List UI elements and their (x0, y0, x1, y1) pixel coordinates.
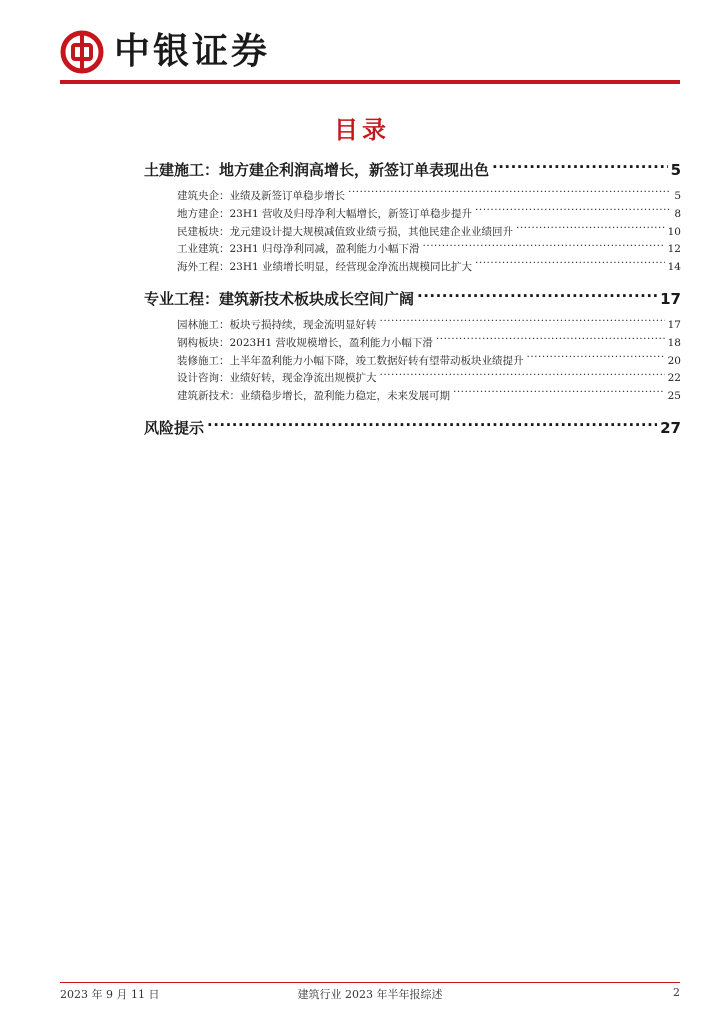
toc-page-number: 18 (667, 336, 681, 349)
table-of-contents (144, 158, 681, 440)
toc-entry[interactable] (144, 370, 681, 388)
toc-entry[interactable] (144, 188, 681, 206)
toc-page-number: 5 (674, 190, 681, 202)
footer-page-number: 2 (673, 986, 680, 999)
toc-entry-title: 建筑央企：业绩及新签订单稳步增长 (177, 190, 345, 202)
dot-leader (436, 335, 665, 346)
toc-entry[interactable] (144, 259, 681, 277)
toc-page-number: 25 (667, 390, 681, 403)
toc-entry[interactable] (144, 317, 681, 335)
toc-entry-title: 海外工程：23H1 业绩增长明显，经营现金净流出规模同比扩大 (177, 261, 473, 274)
toc-section-1[interactable] (144, 158, 681, 182)
toc-section-title: 风险提示 (144, 418, 205, 437)
dot-leader (417, 289, 657, 304)
toc-page-number: 27 (660, 418, 681, 437)
toc-page-number: 17 (660, 289, 681, 308)
dot-leader (492, 160, 668, 175)
dot-leader (527, 353, 665, 364)
dot-leader (453, 389, 665, 400)
toc-page-number: 22 (667, 372, 681, 385)
toc-entry-title: 民建板块：龙元建设计提大规模减值致业绩亏损，其他民建企业业绩回升 (177, 225, 513, 238)
toc-entry[interactable] (144, 206, 681, 224)
toc-page-number: 14 (667, 261, 681, 274)
toc-page-number: 20 (667, 354, 681, 367)
dot-leader (516, 224, 665, 235)
dot-leader (380, 317, 665, 328)
toc-page-number: 8 (674, 207, 681, 220)
page-header (60, 24, 680, 80)
toc-title: 目录 (334, 116, 390, 144)
bank-of-china-logo-icon (60, 30, 104, 74)
brand-name: 中银证券 (114, 31, 271, 72)
toc-entry[interactable] (144, 224, 681, 242)
toc-entry-title: 建筑新技术：业绩稳步增长，盈利能力稳定，未来发展可期 (177, 390, 450, 403)
toc-entry-title: 工业建筑：23H1 归母净利同减，盈利能力小幅下滑 (177, 243, 420, 256)
toc-entry-title: 设计咨询：业绩好转，现金净流出规模扩大 (177, 372, 377, 385)
toc-entry-title: 地方建企：23H1 营收及归母净利大幅增长，新签订单稳步提升 (177, 207, 473, 220)
page-footer (60, 986, 680, 1002)
toc-entry[interactable] (144, 335, 681, 353)
toc-entry-title: 钢构板块：2023H1 营收规模增长，盈利能力小幅下滑 (177, 336, 433, 349)
toc-section-3[interactable] (144, 416, 681, 440)
footer-date: 2023 年 9 月 11 日 (60, 988, 160, 1001)
footer-report-title: 建筑行业 2023 年半年报综述 (297, 988, 443, 1001)
dot-leader (207, 418, 657, 433)
toc-page-number: 17 (667, 318, 681, 331)
toc-entry[interactable] (144, 353, 681, 371)
dot-leader (475, 206, 671, 217)
dot-leader (380, 371, 665, 382)
dot-leader (348, 189, 671, 200)
toc-entry[interactable] (144, 388, 681, 406)
toc-section-title: 土建施工：地方建企利润高增长，新签订单表现出色 (144, 161, 490, 179)
toc-entry-title: 装修施工：上半年盈利能力小幅下降，竣工数据好转有望带动板块业绩提升 (177, 354, 524, 367)
footer-divider (60, 982, 680, 983)
toc-page-number: 5 (670, 161, 681, 179)
header-divider (60, 80, 680, 84)
toc-page-number: 12 (667, 243, 681, 256)
toc-entry-title: 园林施工：板块亏损持续，现金流明显好转 (177, 318, 377, 331)
dot-leader (423, 242, 665, 253)
toc-entry[interactable] (144, 241, 681, 259)
toc-section-title: 专业工程：建筑新技术板块成长空间广阔 (144, 289, 415, 308)
dot-leader (475, 260, 665, 271)
toc-page-number: 10 (667, 225, 681, 238)
toc-section-2[interactable] (144, 287, 681, 311)
